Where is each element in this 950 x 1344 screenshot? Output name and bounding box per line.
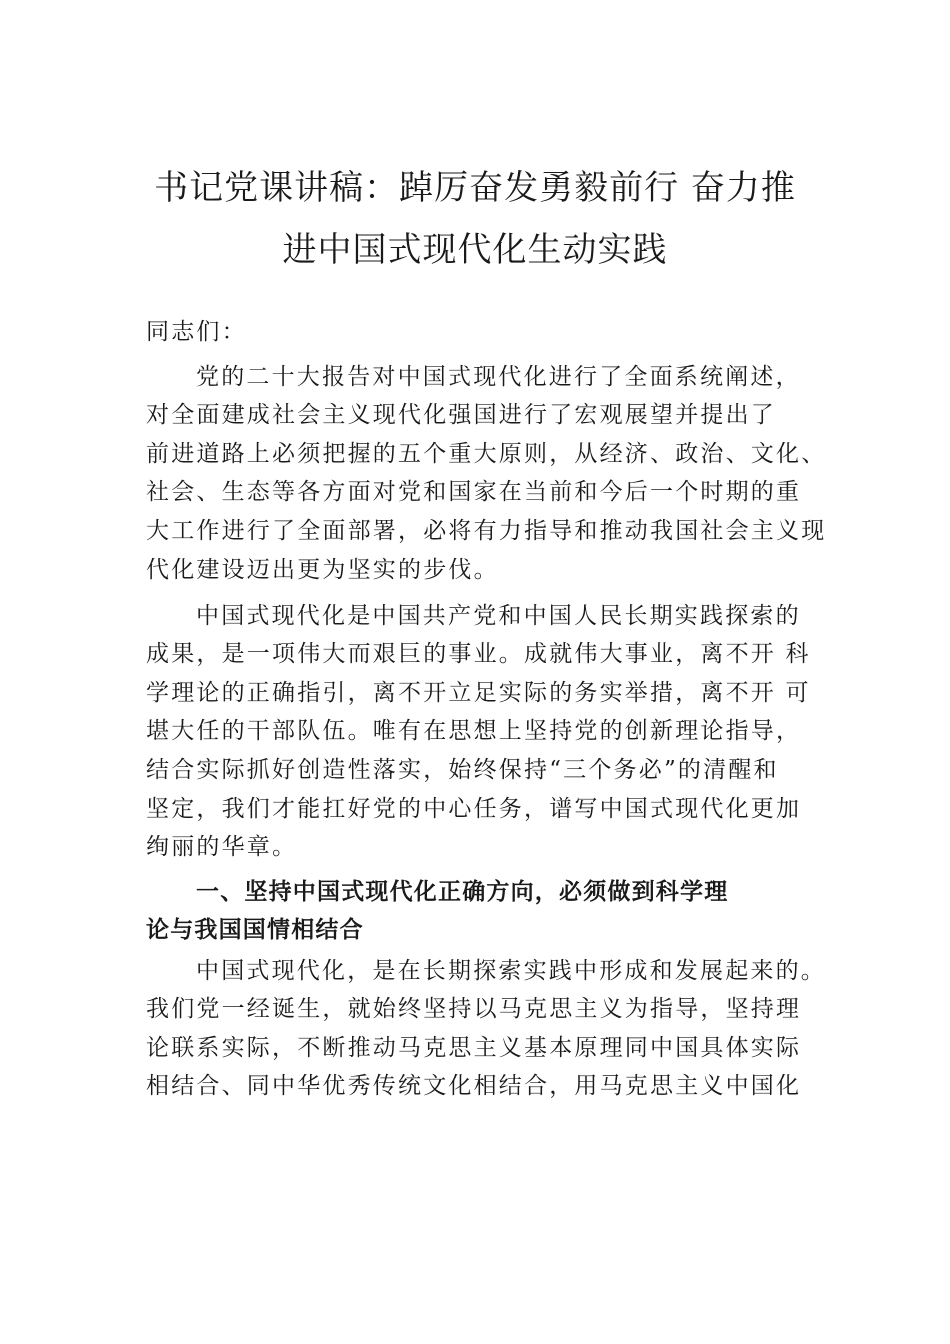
paragraph2-line: 绚丽的华章。 bbox=[146, 834, 298, 860]
paragraph1-line: 前进道路上必须把握的五个重大原则，从经济、政治、文化、 bbox=[146, 441, 827, 467]
paragraph1-line: 社会、生态等各方面对党和国家在当前和今后一个时期的重 bbox=[146, 479, 802, 505]
paragraph2-line: 学理论的正确指引，离不开立足实际的务实举措，离不开 可 bbox=[146, 680, 811, 706]
paragraph2-line: 中国式现代化是中国共产党和中国人民长期实践探索的 bbox=[196, 603, 801, 629]
paragraph3-line: 相结合、同中华优秀传统文化相结合，用马克思主义中国化 bbox=[146, 1073, 802, 1099]
paragraph1-line: 代化建设迈出更为坚实的步伐。 bbox=[146, 557, 499, 583]
title-line-2: 进中国式现代化生动实践 bbox=[282, 230, 668, 270]
paragraph3-line: 论联系实际，不断推动马克思主义基本原理同中国具体实际 bbox=[146, 1035, 802, 1061]
paragraph2-line: 结合实际抓好创造性落实，始终保持“三个务必”的清醒和 bbox=[146, 757, 779, 783]
paragraph3-line: 中国式现代化，是在长期探索实践中形成和发展起来的。 bbox=[196, 958, 826, 984]
paragraph2-line: 成果，是一项伟大而艰巨的事业。成就伟大事业，离不开 科 bbox=[146, 641, 811, 667]
paragraph2-line: 坚定，我们才能扛好党的中心任务，谱写中国式现代化更加 bbox=[146, 796, 802, 822]
salutation: 同志们： bbox=[146, 319, 247, 345]
section-heading-line: 一、坚持中国式现代化正确方向，必须做到科学理 bbox=[196, 879, 729, 905]
paragraph1-line: 对全面建成社会主义现代化强国进行了宏观展望并提出了 bbox=[146, 402, 776, 428]
paragraph3-line: 我们党一经诞生，就始终坚持以马克思主义为指导，坚持理 bbox=[146, 996, 802, 1022]
title-line-1: 书记党课讲稿：踔厉奋发勇毅前行 奋力推 bbox=[154, 168, 796, 208]
paragraph1-line: 党的二十大报告对中国式现代化进行了全面系统阐述， bbox=[196, 364, 801, 390]
paragraph2-line: 堪大任的干部队伍。唯有在思想上坚持党的创新理论指导， bbox=[146, 718, 802, 744]
section-heading-line: 论与我国国情相结合 bbox=[146, 917, 364, 943]
paragraph1-line: 大工作进行了全面部署，必将有力指导和推动我国社会主义现 bbox=[146, 518, 827, 544]
